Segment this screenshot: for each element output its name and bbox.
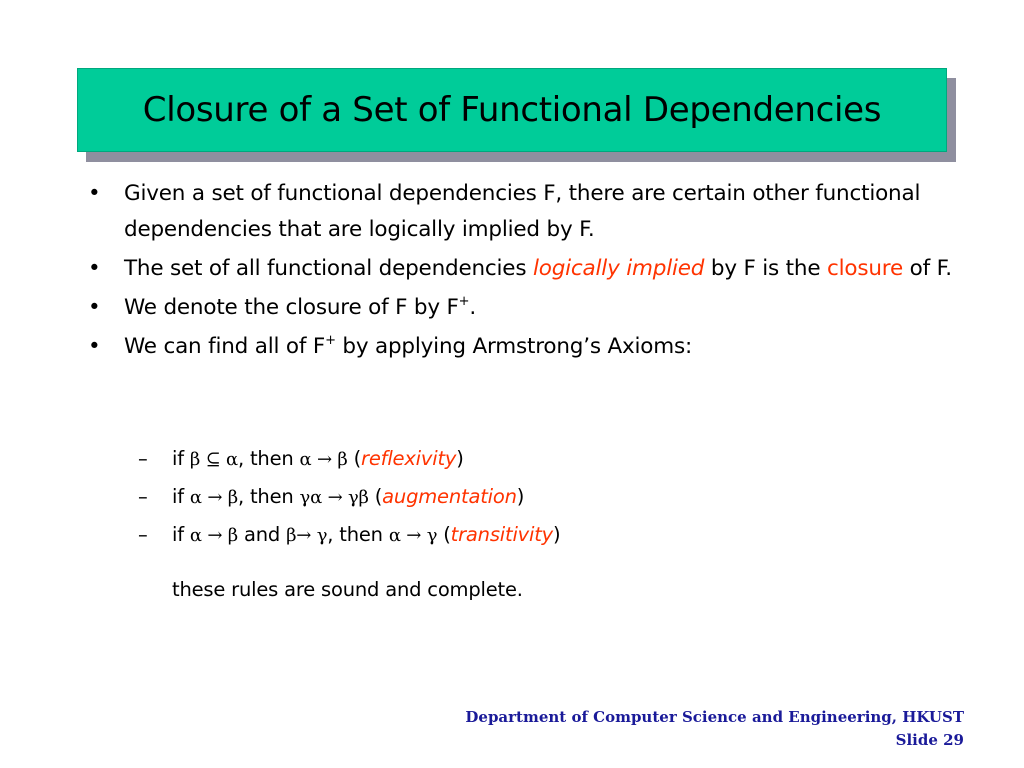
rule-paren: ) — [456, 447, 464, 470]
dash-icon: – — [138, 447, 148, 470]
rule-if: if — [172, 447, 190, 470]
emphasis-text: logically implied — [532, 256, 705, 281]
rules-note: these rules are sound and complete. — [172, 578, 523, 601]
bullet-text: The set of all functional dependencies — [124, 256, 533, 281]
slide-number: Slide 29 — [895, 731, 964, 749]
title-bar — [77, 68, 947, 152]
bullet-icon: • — [88, 181, 101, 206]
rule-name: reflexivity — [361, 447, 457, 470]
bullet-list — [86, 176, 966, 368]
rule-then: , then — [237, 447, 300, 470]
bullet-item — [86, 329, 966, 365]
bullet-text: by applying Armstrong’s Axioms: — [335, 334, 693, 359]
rule-and: and — [237, 523, 287, 546]
superscript: + — [325, 332, 336, 348]
closure-term: closure — [827, 256, 903, 281]
bullet-text: We denote the closure of F by F — [124, 295, 459, 320]
bullet-text: of F. — [903, 256, 952, 281]
footer-department: Department of Computer Science and Engineering, HKUST — [465, 708, 964, 726]
bullet-text: We can find all of F — [124, 334, 326, 359]
bullet-icon: • — [88, 295, 101, 320]
rule-name: augmentation — [382, 485, 517, 508]
rule-paren: ( — [437, 523, 451, 546]
axiom-rule — [138, 516, 838, 554]
rule-paren: ( — [347, 447, 362, 470]
bullet-item — [86, 290, 966, 326]
rule-if: if — [172, 485, 190, 508]
rule-if: if — [172, 523, 190, 546]
rule-paren: ( — [368, 485, 383, 508]
rule-condition-2: β→ γ — [286, 525, 328, 546]
rule-result: α → γ — [388, 525, 438, 546]
rule-paren: ) — [516, 485, 525, 508]
axiom-rule — [138, 440, 838, 478]
axiom-rule — [138, 478, 838, 516]
rule-then: , then — [237, 485, 300, 508]
rule-result: γα → γβ — [299, 487, 369, 508]
dash-icon: – — [138, 485, 148, 508]
rule-condition: α → β — [189, 487, 238, 508]
rule-name: transitivity — [450, 523, 554, 546]
bullet-icon: • — [88, 334, 101, 359]
bullet-icon: • — [88, 256, 101, 281]
bullet-text: Given a set of functional dependencies F, there are certain other functional dependencies that are logically implied by F. — [124, 181, 921, 242]
bullet-text: . — [469, 295, 477, 320]
rule-paren: ) — [553, 523, 561, 546]
bullet-item — [86, 176, 966, 248]
rule-condition: α → β — [189, 525, 238, 546]
dash-icon: – — [138, 523, 148, 546]
bullet-text: by F is the — [704, 256, 828, 281]
bullet-item — [86, 251, 966, 287]
slide-title: Closure of a Set of Functional Dependencies — [142, 90, 882, 130]
rule-then: , then — [327, 523, 389, 546]
slide-footer — [465, 706, 964, 752]
superscript: + — [458, 293, 470, 309]
rule-result: α → β — [299, 449, 348, 470]
axiom-list — [138, 440, 838, 554]
rule-condition: β ⊆ α — [189, 449, 238, 470]
